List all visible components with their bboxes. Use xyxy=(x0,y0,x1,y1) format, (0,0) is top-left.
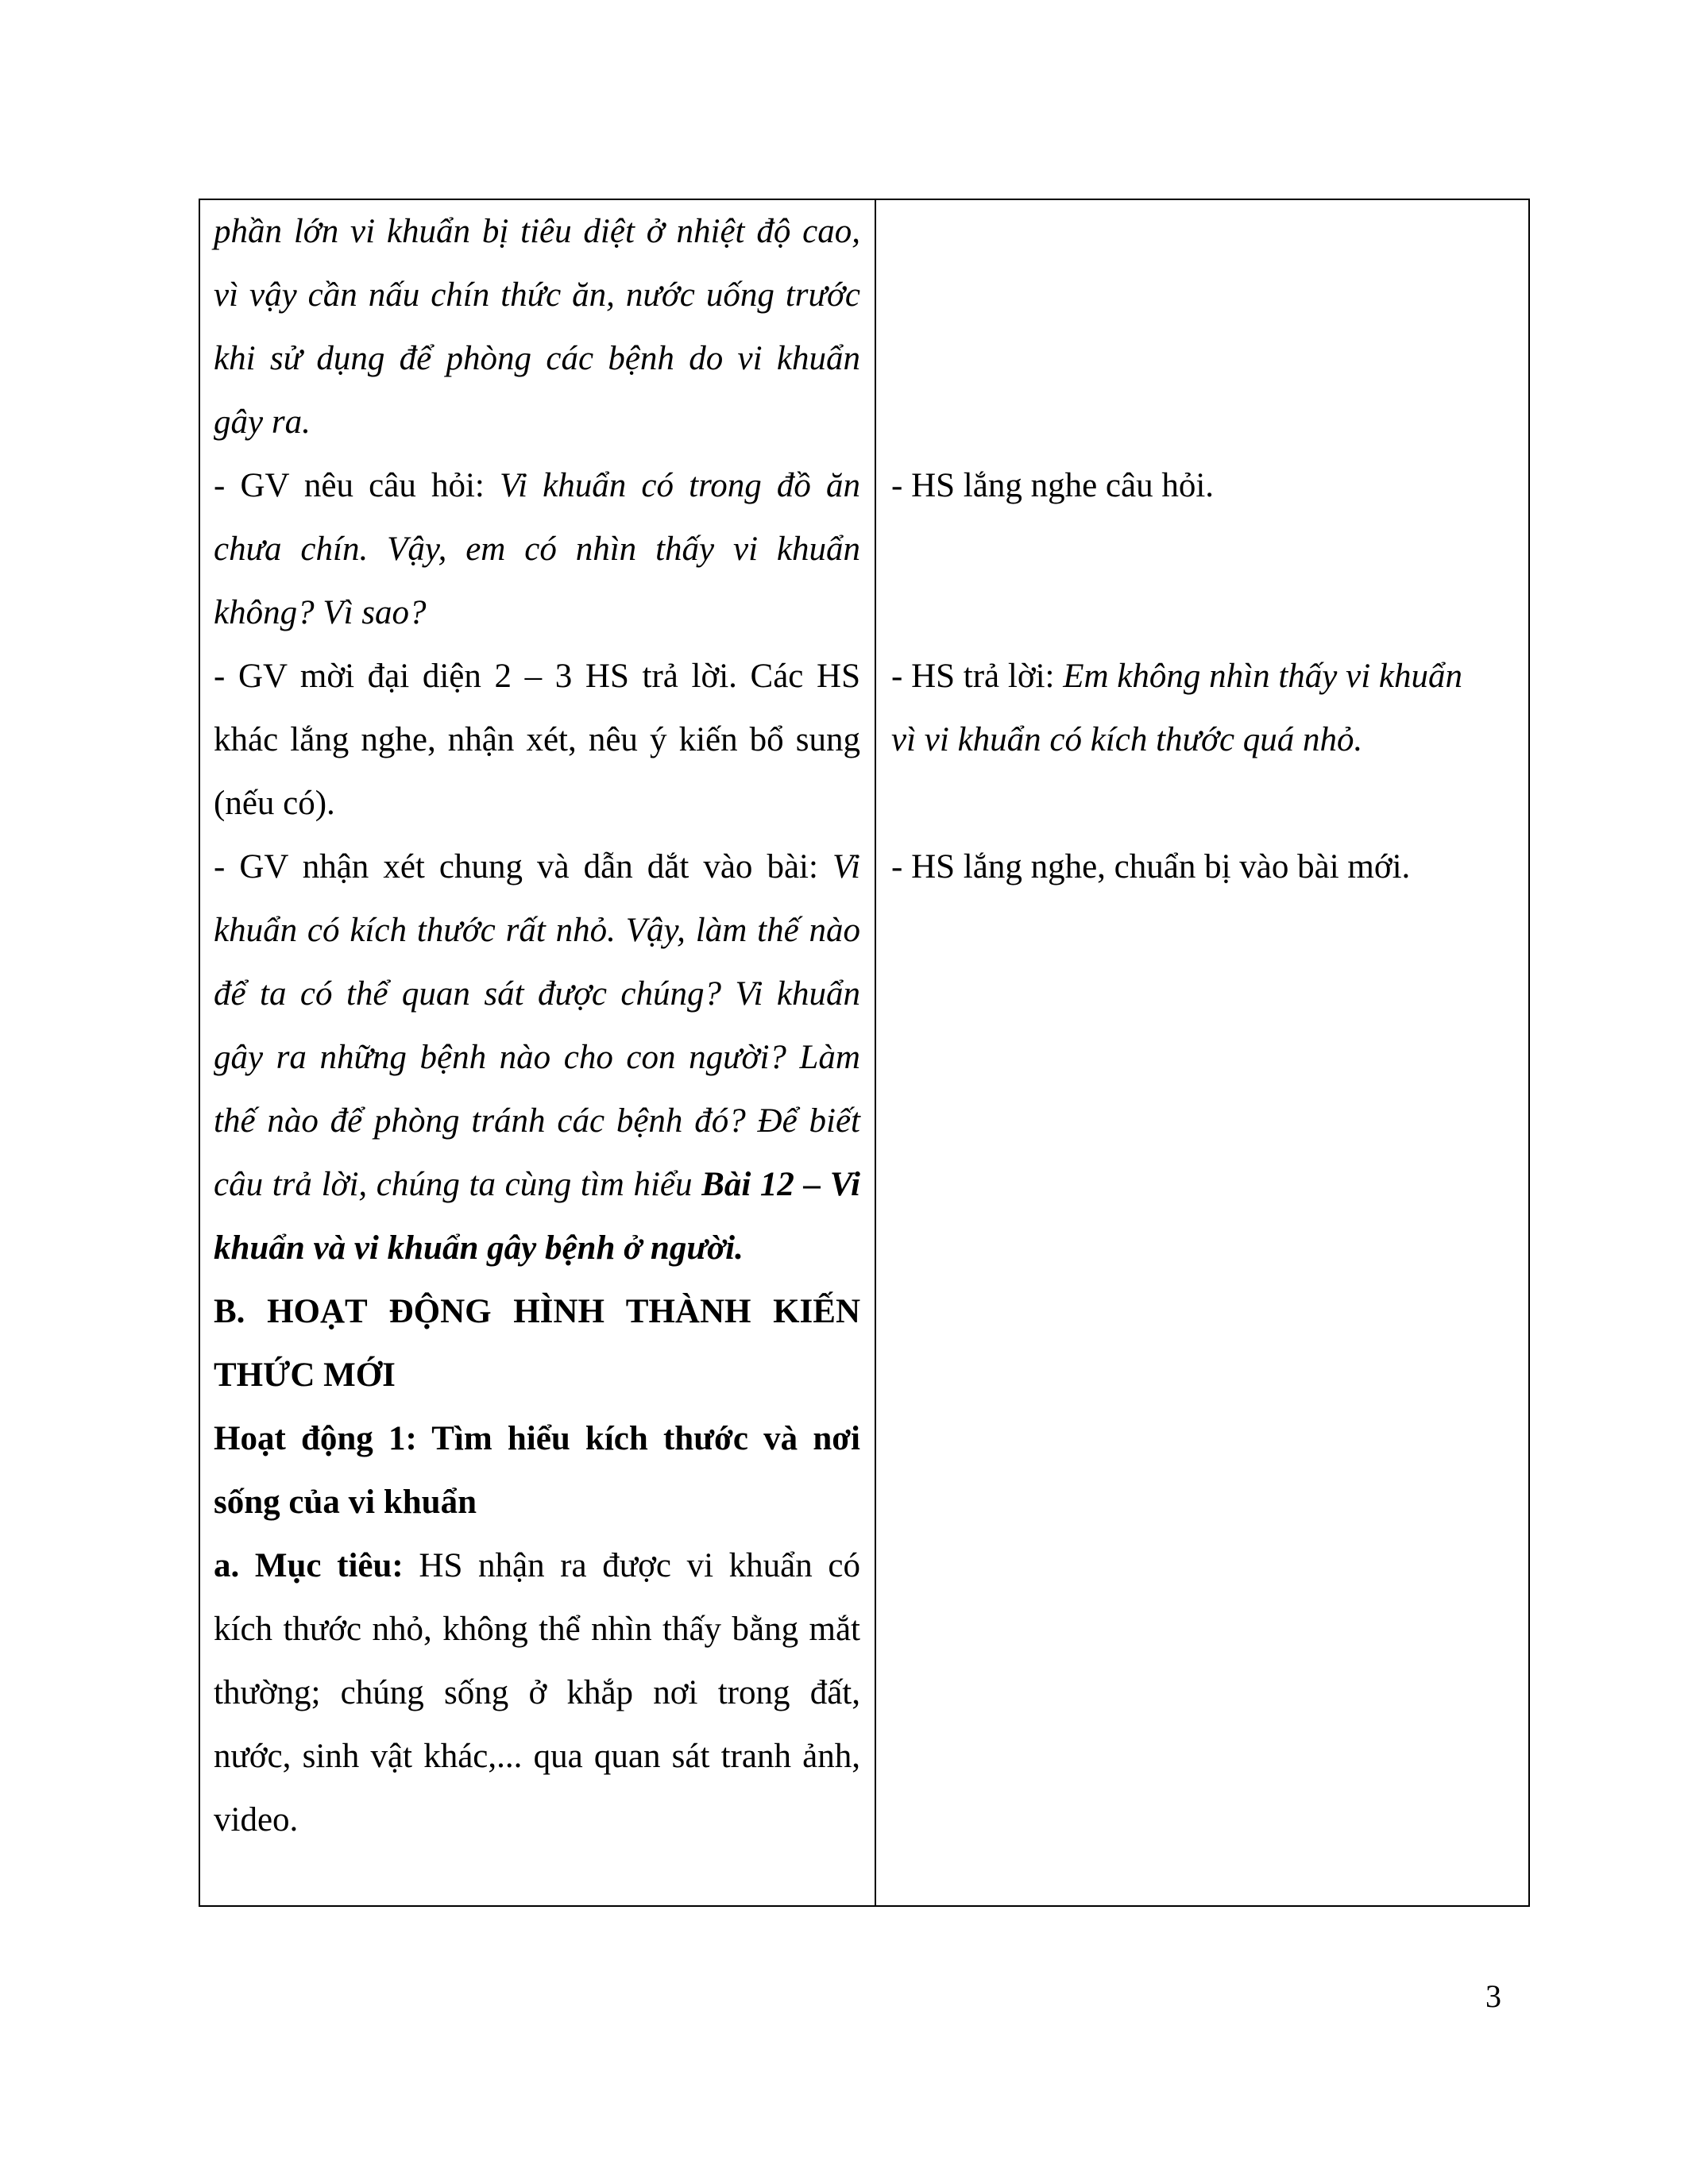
column-divider xyxy=(875,200,876,1905)
objective-paragraph: a. Mục tiêu: HS nhận ra được vi khuẩn có kích thước nhỏ, không thể nhìn thấy bằng mắt thường; chúng sống ở khắp nơi trong đất, nước, sinh vật khác,... qua quan sát tranh ảnh, video. xyxy=(214,1547,860,1839)
teacher-question-text: Vi khuẩn có trong đồ ăn chưa chín. Vậy, em có nhìn thấy vi khuẩn không? Vì sao? xyxy=(214,467,860,631)
student-listens-question: - HS lắng nghe câu hỏi. xyxy=(891,467,1215,504)
student-answer-line1: - HS trả lời: Em không nhìn thấy vi khuẩn xyxy=(891,658,1462,695)
student-activity-column xyxy=(891,200,1527,899)
lesson-title: Bài 12 – Vi khuẩn và vi khuẩn gây bệnh ở người. xyxy=(214,1166,860,1267)
student-prepares-new-lesson: - HS lắng nghe, chuẩn bị vào bài mới. xyxy=(891,848,1411,886)
student-answer-line2: vì vi khuẩn có kích thước quá nhỏ. xyxy=(891,721,1363,758)
objective-label: a. Mục tiêu: xyxy=(214,1547,404,1584)
page-number: 3 xyxy=(1485,1978,1501,2014)
paragraph-heat-kills-bacteria: phần lớn vi khuẩn bị tiêu diệt ở nhiệt độ cao, vì vậy cần nấu chín thức ăn, nước uống trước khi sử dụng để phòng các bệnh do vi khuẩn gây ra. xyxy=(214,213,860,441)
introduction-text: Vi khuẩn có kích thước rất nhỏ. Vậy, làm thế nào để ta có thể quan sát được chúng? Vi khuẩn gây ra những bệnh nào cho con người? Làm thế nào để phòng tránh các bệnh đó? Để biết câu trả lời, chúng ta cùng tìm hiểu xyxy=(214,848,860,1203)
paragraph-teacher-question: - GV nêu câu hỏi: Vi khuẩn có trong đồ ăn chưa chín. Vậy, em có nhìn thấy vi khuẩn không? Vì sao? xyxy=(214,467,860,631)
paragraph-teacher-introduction: - GV nhận xét chung và dẫn dắt vào bài: Vi khuẩn có kích thước rất nhỏ. Vậy, làm thế nào để ta có thể quan sát được chúng? Vi khuẩn gây ra những bệnh nào cho con người? Làm thế nào để phòng tránh các bệnh đó? Để biết câu trả lời, chúng ta cùng tìm hiểu Bài 12 – Vi khuẩn và vi khuẩn gây bệnh ở người. xyxy=(214,848,860,1267)
teacher-activity-column xyxy=(214,200,860,1852)
section-heading: B. HOẠT ĐỘNG HÌNH THÀNH KIẾN THỨC MỚI xyxy=(214,1293,860,1394)
paragraph-teacher-invites: - GV mời đại diện 2 – 3 HS trả lời. Các HS khác lắng nghe, nhận xét, nêu ý kiến bổ sung (nếu có). xyxy=(214,658,860,822)
activity-heading: Hoạt động 1: Tìm hiểu kích thước và nơi sống của vi khuẩn xyxy=(214,1420,860,1521)
lesson-table xyxy=(199,199,1530,1907)
